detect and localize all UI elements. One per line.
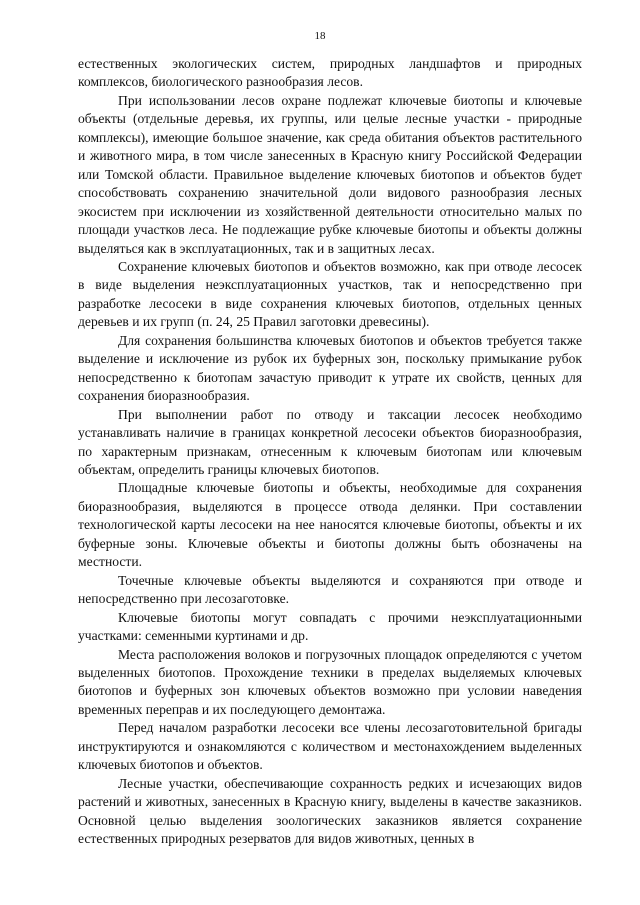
paragraph: При выполнении работ по отводу и таксации лесосек необходимо устанавливать наличие в границах конкретной лесосеки объектов биоразнообразия, по характерным признакам, отнесенным к ключевым биотопам или ключевым объектам, определить границы ключевых биотопов. xyxy=(78,406,582,477)
page-number: 18 xyxy=(314,30,326,42)
paragraph: При использовании лесов охране подлежат ключевые биотопы и ключевые объекты (отдельные деревья, их группы, или целые лесные участки - природные комплексы), имеющие большое значение, как среда обитания объектов растительного и животного мира, в том числе занесенных в Красную книгу Российской Федерации или Томской области. Правильное выделение ключевых биотопов и объектов будет способствовать сохранению значительной доли видового разнообразия лесных экосистем при исключении из хозяйственной деятельности относительно малых по площади участков леса. Не подлежащие рубке ключевые биотопы и объекты должны выделяться как в эксплуатационных, так и в защитных лесах. xyxy=(78,92,582,256)
paragraph: Сохранение ключевых биотопов и объектов возможно, как при отводе лесосек в виде выделения неэксплуатационных участков, так и непосредственно при разработке лесосеки в виде сохранения ключевых биотопов, отдельных ценных деревьев и их групп (п. 24, 25 Правил заготовки древесины). xyxy=(78,258,582,330)
paragraph: Лесные участки, обеспечивающие сохранность редких и исчезающих видов растений и животных, занесенных в Красную книгу, выделены в качестве заказников. Основной целью выделения зоологических заказников является сохранение естественных природных резерватов для видов животных, ценных в xyxy=(78,775,582,847)
paragraph: Точечные ключевые объекты выделяются и сохраняются при отводе и непосредственно при лесозаготовке. xyxy=(78,572,582,607)
paragraph: Места расположения волоков и погрузочных площадок определяются с учетом выделенных биотопов. Прохождение техники в пределах выделяемых ключевых биотопов и буферных зон ключевых объектов возможно при условии наведения временных переправ и их последующего демонтажа. xyxy=(78,646,582,717)
paragraph-continuation: естественных экологических систем, природных ландшафтов и природных комплексов, биологического разнообразия лесов. xyxy=(78,56,582,90)
paragraph: Площадные ключевые биотопы и объекты, необходимые для сохранения биоразнообразия, выделяются в процессе отвода делянки. При составлении технологической карты лесосеки на нее наносятся ключевые биотопы, объекты и их буферные зоны. Ключевые объекты и биотопы должны быть обозначены на местности. xyxy=(78,480,582,570)
document-body xyxy=(78,55,582,848)
paragraph: Для сохранения большинства ключевых биотопов и объектов требуется также выделение и исключение из рубок их буферных зон, поскольку примыкание рубок непосредственно к биотопам зачастую приводит к утрате их свойств, ценных для сохранения биоразнообразия. xyxy=(78,332,582,404)
paragraph: Ключевые биотопы могут совпадать с прочими неэксплуатационными участками: семенными куртинами и др. xyxy=(78,609,582,644)
paragraph: Перед началом разработки лесосеки все члены лесозаготовительной бригады инструктируются и ознакомляются с количеством и местонахождением выделенных ключевых биотопов и объектов. xyxy=(78,720,582,773)
